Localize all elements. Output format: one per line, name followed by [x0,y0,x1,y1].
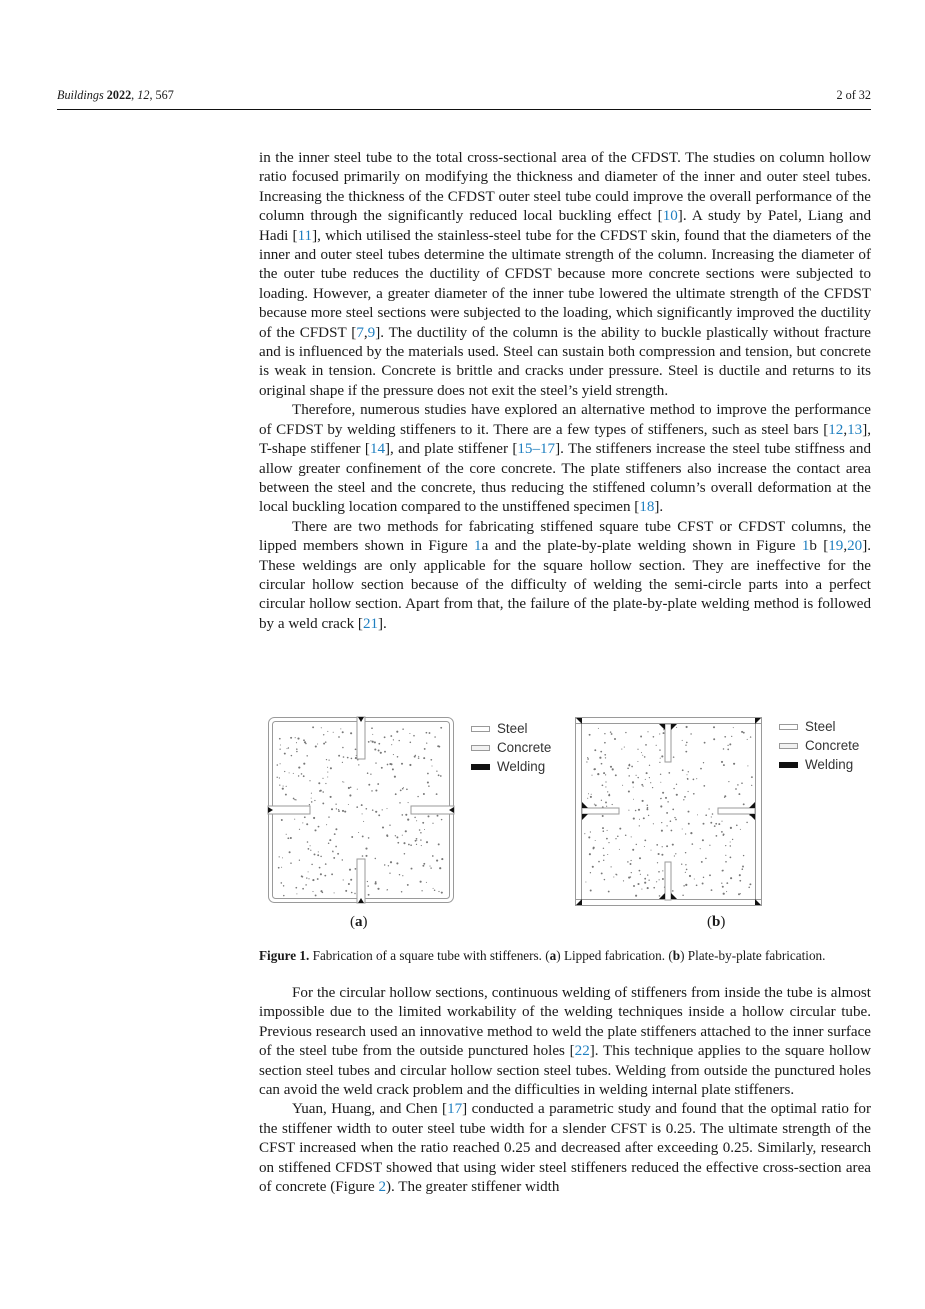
legend-a [471,719,551,776]
journal-citation: Buildings 2022, 12, 567 [57,88,174,102]
steel-swatch-icon [779,724,798,730]
concrete-swatch-icon [471,745,490,751]
paragraph-p4: For the circular hollow sections, continuous welding of stiffeners from inside the tube is almost impossible due to the limited workability of the welding techniques inside a hollow circular tube. Previous research used an innovative method to weld the plate stiffeners attached to the inner surface of the steel tube from the outside punctured holes [22]. This technique applies to the square hollow section steel tubes and circular hollow section steel tubes. Welding from outside the punctured holes can avoid the weld crack problem and the difficulties in welding internal plate stiffeners. [259,985,871,1099]
citation-link[interactable]: 22 [574,1043,590,1060]
journal-name: Buildings [57,88,104,102]
citation-link[interactable]: 11 [297,227,313,244]
welding-swatch-icon [779,762,798,768]
paragraph-p3: There are two methods for fabricating stiffened square tube CFST or CFDST columns, the lipped members shown in Figure 1a and the plate-by-plate welding shown in Figure 1b [19,20]. These weldings are only applicable for the square hollow section. They are ineffective for the circular hollow section because of the difficulty of welding the semi-circle parts into a perfect circular hollow section. Apart from that, the failure of the plate-by-plate welding method is followed by a weld crack [21]. [259,518,871,632]
welding-swatch-icon [471,764,490,770]
article-number: 567 [155,88,174,102]
citation-link[interactable]: 2 [378,1179,386,1196]
figure-panel-b [574,714,766,910]
plate-by-plate-section-diagram [574,714,766,910]
citation-link[interactable]: 9 [367,324,376,341]
legend-item-concrete: Concrete [779,736,859,755]
citation-link[interactable]: 1 [801,538,810,555]
paragraph-p2: Therefore, numerous studies have explored an alternative method to improve the performance of CFDST by welding stiffeners to it. There are a few types of stiffeners, such as steel bars [12,13], T-shape stiffener [14], and plate stiffener [15–17]. The stiffeners increase the steel tube stiffness and allow greater confinement of the core concrete. The plate stiffeners also increase the contact area between the steel and the concrete, thus reducing the stiffened column’s overall deformation at the local buckling location compared to the unstiffened specimen [18]. [259,402,871,516]
figure-caption: Figure 1. Fabrication of a square tube with stiffeners. (a) Lipped fabrication. (b) Plate-by-plate fabrication. [259,948,826,963]
journal-year: 2022 [106,88,132,102]
citation-link[interactable]: 18 [639,499,655,516]
citation-link[interactable]: 10 [662,208,678,225]
panel-label-b: (b) [707,914,726,930]
figure-panel-a [267,714,457,910]
legend-b [779,717,859,774]
header-divider [57,109,871,110]
steel-swatch-icon [471,726,490,732]
legend-item-steel: Steel [471,719,551,738]
body-text-top [259,149,871,634]
running-header [57,88,871,102]
citation-link[interactable]: 17 [447,1101,463,1118]
citation-link[interactable]: 12 [828,421,844,438]
paragraph-p1: in the inner steel tube to the total cross-sectional area of the CFDST. The studies on column hollow ratio focused primarily on modifying the thickness and diameter of the inner and outer steel tubes. Increasing the thickness of the CFDST outer steel tube could improve the overall performance of the column through the significantly reduced local buckling effect [10]. A study by Patel, Liang and Hadi [11], which utilised the stainless-steel tube for the CFDST skin, found that the diameters of the inner and outer steel tubes determine the ultimate strength of the column. Increasing the diameter of the outer tube reduces the ductility of CFDST because more concrete sections were subjected to loading. However, a greater diameter of the inner tube lowered the ultimate strength of the CFDST because more steel sections were subjected to the loading, which significantly improved the ductility of the CFDST [7,9]. The ductility of the column is the ability to buckle plastically without fracture and is influenced by the materials used. Steel can sustain both compression and tension, but concrete is weak in tension. Concrete is brittle and cracks under pressure. Steel is ductile and returns to its original shape if the pressure does not exit the steel’s yield strength. [259,150,872,399]
journal-volume: 12 [137,88,150,102]
legend-item-steel: Steel [779,717,859,736]
paragraph-p5: Yuan, Huang, and Chen [17] conducted a parametric study and found that the optimal ratio for the stiffener width to outer steel tube width for a slender CFST is 0.25. The ultimate strength of the CFST increased when the ratio reached 0.25 and decreased after exceeding 0.25. Similarly, research on stiffened CFDST showed that using wider steel stiffeners reduced the effective cross-section area of concrete (Figure 2). The greater stiffener width [259,1101,871,1196]
page-number: 2 of 32 [836,88,871,102]
caption-figure-label: Figure 1. [259,948,310,963]
figure-1 [259,714,871,934]
legend-item-welding: Welding [471,757,551,776]
lipped-section-diagram [267,714,457,910]
panel-label-a: (a) [350,914,368,930]
legend-item-concrete: Concrete [471,738,551,757]
body-text-bottom [259,984,871,1197]
citation-link[interactable]: 14 [369,441,386,458]
citation-link[interactable]: 15–17 [517,441,556,458]
citation-link[interactable]: 7 [356,324,364,341]
citation-link[interactable]: 13 [847,421,863,438]
citation-link[interactable]: 20 [847,538,863,555]
citation-link[interactable]: 1 [474,538,482,555]
concrete-swatch-icon [779,743,798,749]
citation-link[interactable]: 21 [362,615,379,632]
legend-item-welding: Welding [779,755,859,774]
citation-link[interactable]: 19 [828,538,844,555]
